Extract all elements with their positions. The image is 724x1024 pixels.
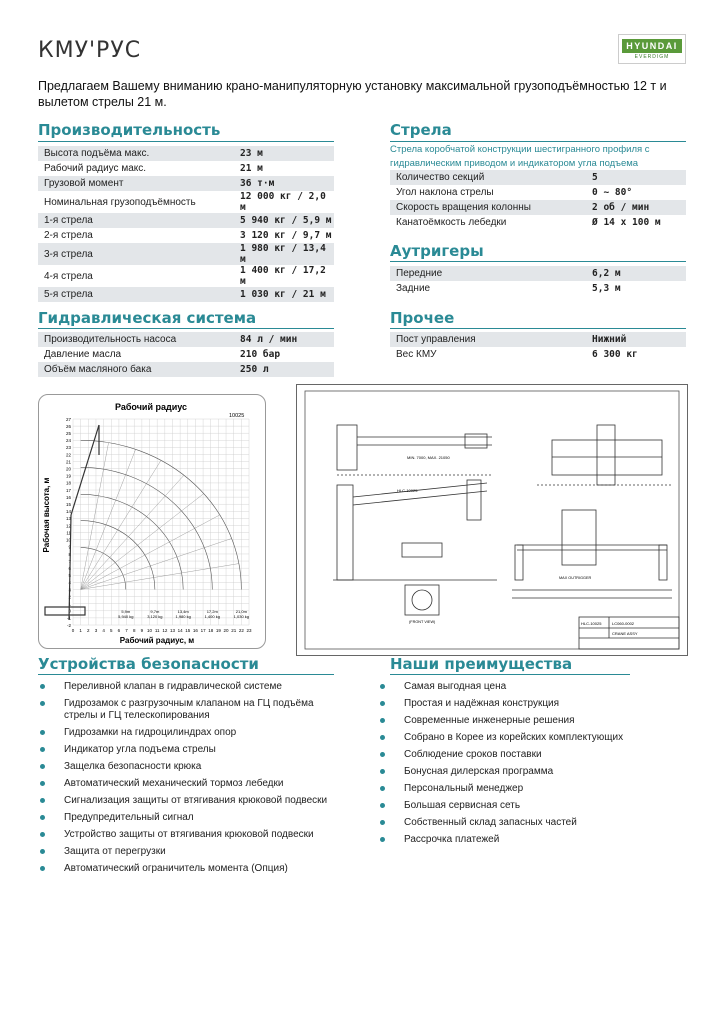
chart-y-tick: 6 (68, 565, 71, 571)
chart-load-value: 5,940 kg (118, 614, 134, 619)
spec-label: 5-я стрела (38, 287, 234, 302)
list-item: Современные инженерные решения (378, 715, 678, 727)
list-item: Предупредительный сигнал (38, 812, 338, 824)
chart-x-tick: 1 (79, 628, 82, 633)
chart-x-tick: 12 (162, 628, 168, 633)
intro-text: Предлагаем Вашему вниманию крано-манипуляторную установку максимальной грузоподъёмностью 12 т и вылетом стрелы 21 м. (38, 79, 667, 109)
chart-y-tick: 26 (65, 423, 71, 429)
list-item: Устройство защиты от втягивания крюковой подвески (38, 829, 338, 841)
spec-value: 1 030 кг / 21 м (234, 287, 334, 302)
drawing-dim-boom: MIN. 7000, MAX. 21050 (407, 455, 450, 460)
drawing-dim-outrigger: MAX OUTRIGGER (559, 576, 592, 580)
spec-label: Высота подъёма макс. (38, 146, 234, 161)
list-item: Собственный склад запасных частей (378, 817, 678, 829)
chart-y-tick: 18 (65, 480, 71, 486)
chart-y-tick: 2 (68, 594, 71, 600)
other-rule (390, 328, 686, 329)
chart-x-tick: 9 (140, 628, 144, 633)
spec-value: 21 м (240, 163, 263, 174)
outriggers-rule (390, 261, 686, 262)
list-item: Простая и надёжная конструкция (378, 698, 678, 710)
advantages-title: Наши преимущества (390, 655, 573, 673)
spec-row (38, 287, 334, 302)
advantages-list (378, 681, 678, 851)
chart-x-tick: 23 (246, 628, 252, 633)
working-radius-chart-svg (39, 395, 265, 648)
spec-value: 1 400 кг / 17,2 м (240, 265, 326, 287)
chart-x-tick: 21 (231, 628, 237, 633)
chart-x-tick: 0 (71, 628, 75, 633)
list-item: Соблюдение сроков поставки (378, 749, 678, 761)
chart-load-value: 3,120 kg (147, 614, 163, 619)
spec-value: Ø 14 х 100 м (592, 217, 661, 228)
list-item: Защита от перегрузки (38, 846, 338, 858)
boom-rule (390, 141, 686, 142)
outriggers-table (390, 266, 686, 296)
chart-y-tick: 1 (68, 601, 71, 607)
chart-load-labels (118, 609, 249, 619)
chart-xlabel: Рабочий радиус, м (119, 636, 195, 645)
chart-load-value: 1,980 kg (175, 614, 191, 619)
chart-y-tick: 14 (65, 509, 71, 515)
list-item: Большая сервисная сеть (378, 800, 678, 812)
drawing-name-block: CRANE ASSY (612, 631, 638, 636)
spec-row (38, 243, 334, 265)
chart-y-tick: -1 (66, 615, 71, 621)
chart-x-tick: 19 (215, 628, 221, 633)
chart-y-tick: 27 (65, 416, 71, 422)
list-item: Собрано в Корее из корейских комплектующих (378, 732, 678, 744)
chart-x-tick: 4 (102, 628, 105, 633)
chart-title: Рабочий радиус (114, 402, 188, 412)
chart-y-tick: 16 (65, 494, 71, 500)
spec-label: Угол наклона стрелы (396, 187, 494, 198)
spec-value: 210 бар (240, 349, 281, 360)
other-title: Прочее (390, 309, 455, 327)
chart-y-tick: 15 (65, 502, 71, 508)
chart-x-tick: 5 (110, 628, 113, 633)
list-item: Автоматический механический тормоз лебедки (38, 778, 338, 790)
spec-row (390, 170, 686, 185)
spec-row (38, 161, 334, 176)
chart-y-tick: 7 (68, 558, 71, 564)
chart-angle-ray (81, 443, 109, 590)
chart-x-tick: 11 (154, 628, 160, 633)
list-item: Самая выгодная цена (378, 681, 678, 693)
spec-row (390, 185, 686, 200)
spec-label: 2-я стрела (44, 230, 93, 241)
spec-row (38, 146, 334, 161)
spec-label: Объём масляного бака (38, 362, 234, 377)
spec-value: 250 л (234, 362, 334, 377)
list-item: Индикатор угла подъема стрелы (38, 744, 338, 756)
drawing-detail-label: (FRONT VIEW) (409, 620, 436, 624)
spec-label: Номинальная грузоподъёмность (44, 196, 196, 208)
spec-value: 5 940 кг / 5,9 м (234, 213, 334, 228)
chart-load-value: 1,030 kg (233, 614, 250, 619)
list-item: Бонусная дилерская программа (378, 766, 678, 778)
chart-y-tick: 21 (65, 459, 71, 465)
chart-y-tick: 22 (65, 452, 71, 458)
list-item: Рассрочка платежей (378, 834, 678, 846)
chart-angle-ray (81, 564, 239, 590)
chart-y-tick: 13 (65, 516, 71, 522)
safety-list (38, 681, 338, 880)
list-item: Переливной клапан в гидравлической системе (38, 681, 338, 693)
spec-value: 0 ~ 80° (592, 187, 633, 198)
spec-label: Задние (396, 283, 431, 294)
chart-angle-ray (81, 538, 232, 589)
drawing-model-label: HLC-10025 (397, 488, 418, 493)
chart-load-radius: 9,7m (150, 609, 160, 614)
hydraulic-title: Гидравлическая система (38, 309, 257, 327)
outriggers-title: Аутригеры (390, 242, 484, 260)
chart-y-tick: 23 (65, 445, 71, 451)
chart-x-tick: 8 (132, 628, 136, 633)
boom-table (390, 170, 686, 230)
working-radius-chart (38, 394, 266, 649)
spec-row (390, 281, 686, 296)
spec-value: 36 т·м (234, 176, 334, 191)
chart-y-tick: 5 (68, 573, 71, 579)
spec-row (38, 347, 334, 362)
spec-row (38, 332, 334, 347)
chart-load-value: 1,400 kg (204, 614, 220, 619)
chart-y-tick: 4 (68, 580, 71, 586)
spec-label: Производительность насоса (38, 332, 234, 347)
spec-value: 6,2 м (586, 266, 686, 281)
chart-x-tick: 6 (117, 628, 121, 633)
spec-label: Канатоёмкость лебедки (396, 217, 507, 228)
spec-label: Пост управления (390, 332, 586, 347)
technical-drawing-svg (297, 385, 687, 655)
chart-x-ticks (72, 628, 252, 633)
spec-label: Передние (390, 266, 586, 281)
list-item: Персональный менеджер (378, 783, 678, 795)
crane-silhouette-icon (45, 425, 99, 620)
brand-logo: КМУ'РУС (38, 38, 142, 63)
spec-label: 1-я стрела (38, 213, 234, 228)
spec-value: 5,3 м (592, 283, 621, 294)
spec-label: 4-я стрела (44, 270, 93, 282)
performance-rule (38, 141, 334, 142)
list-item: Автоматический ограничитель момента (Опция) (38, 863, 338, 875)
drawing-code-block: LC060-0002 (612, 621, 635, 626)
list-item: Защелка безопасности крюка (38, 761, 338, 773)
chart-x-tick: 22 (238, 628, 244, 633)
boom-description: Стрела коробчатой конструкции шестигранного профиля с гидравлическим приводом и индикатором угла подъема (390, 144, 650, 169)
spec-row (38, 265, 334, 287)
advantages-rule (390, 674, 630, 675)
chart-x-tick: 2 (87, 628, 90, 633)
chart-y-tick: 10 (65, 537, 71, 543)
spec-value: 84 л / мин (234, 332, 334, 347)
hyundai-logo-text: HYUNDAI (622, 39, 682, 53)
hydraulic-rule (38, 328, 334, 329)
spec-label: 3-я стрела (38, 243, 234, 265)
list-item: Сигнализация защиты от втягивания крюковой подвески (38, 795, 338, 807)
chart-load-radius: 13,4m (177, 609, 189, 614)
spec-value: 1 980 кг / 13,4 м (234, 243, 334, 265)
other-table (390, 332, 686, 362)
spec-label: Количество секций (390, 170, 586, 185)
chart-angle-ray (81, 449, 136, 589)
chart-ylabel: Рабочая высота, м (42, 477, 51, 553)
spec-value: 23 м (234, 146, 334, 161)
spec-value: 5 (586, 170, 686, 185)
spec-row (38, 213, 334, 228)
spec-row (390, 215, 686, 230)
chart-x-tick: 10 (147, 628, 153, 633)
chart-y-tick: 3 (68, 587, 71, 593)
technical-drawing (296, 384, 688, 656)
safety-title: Устройства безопасности (38, 655, 259, 673)
chart-load-radius: 17,2m (206, 609, 218, 614)
spec-row (390, 332, 686, 347)
everdigm-logo-text: EVERDIGM (634, 54, 670, 60)
chart-load-radius: 5,9m (121, 609, 131, 614)
drawing-model-block: HLC-10025 (581, 621, 602, 626)
spec-row (390, 347, 686, 362)
chart-x-tick: 13 (169, 628, 175, 633)
performance-table (38, 146, 334, 302)
chart-y-tick: -2 (66, 622, 71, 628)
spec-label: Давление масла (44, 349, 122, 360)
boom-title: Стрела (390, 121, 452, 139)
chart-y-tick: 12 (65, 523, 71, 529)
spec-value: Нижний (586, 332, 686, 347)
spec-label: Рабочий радиус макс. (44, 163, 147, 174)
spec-row (38, 176, 334, 191)
spec-value: 12 000 кг / 2,0 м (240, 191, 326, 213)
spec-value: 6 300 кг (592, 349, 638, 360)
chart-x-tick: 7 (125, 628, 128, 633)
chart-x-tick: 3 (94, 628, 98, 633)
list-item: Гидрозамок с разгрузочным клапаном на ГЦ подъёма стрелы и ГЦ телескопирования (38, 698, 338, 722)
chart-y-tick: 24 (65, 438, 71, 444)
spec-label: Скорость вращения колонны (390, 200, 586, 215)
spec-value: 3 120 кг / 9,7 м (240, 230, 332, 241)
chart-y-tick: 8 (68, 551, 71, 557)
spec-row (38, 191, 334, 213)
chart-corner-label: 10025 (229, 413, 245, 419)
spec-row (390, 200, 686, 215)
list-item: Гидрозамки на гидроцилиндрах опор (38, 727, 338, 739)
spec-label: Грузовой момент (38, 176, 234, 191)
chart-y-tick: 11 (66, 530, 71, 536)
hydraulic-table (38, 332, 334, 377)
chart-x-tick: 17 (200, 628, 206, 633)
safety-rule (38, 674, 334, 675)
chart-x-tick: 18 (208, 628, 214, 633)
spec-row (38, 362, 334, 377)
chart-y-tick: 20 (65, 466, 71, 472)
chart-y-tick: 9 (68, 544, 71, 550)
chart-y-tick: 19 (65, 473, 71, 479)
chart-x-tick: 20 (223, 628, 229, 633)
chart-x-tick: 14 (177, 628, 183, 633)
spec-value: 2 об / мин (586, 200, 686, 215)
chart-load-radius: 21,0m (235, 609, 247, 614)
chart-arcs (81, 440, 242, 589)
chart-x-tick: 15 (185, 628, 191, 633)
chart-y-tick: 25 (65, 431, 71, 437)
chart-y-tick: 17 (65, 487, 71, 493)
chart-y-tick: 0 (68, 608, 71, 614)
spec-row (38, 228, 334, 243)
chart-x-tick: 16 (192, 628, 198, 633)
spec-row (390, 266, 686, 281)
hyundai-logo (618, 34, 686, 64)
performance-title: Производительность (38, 121, 221, 139)
spec-label: Вес КМУ (396, 349, 437, 360)
